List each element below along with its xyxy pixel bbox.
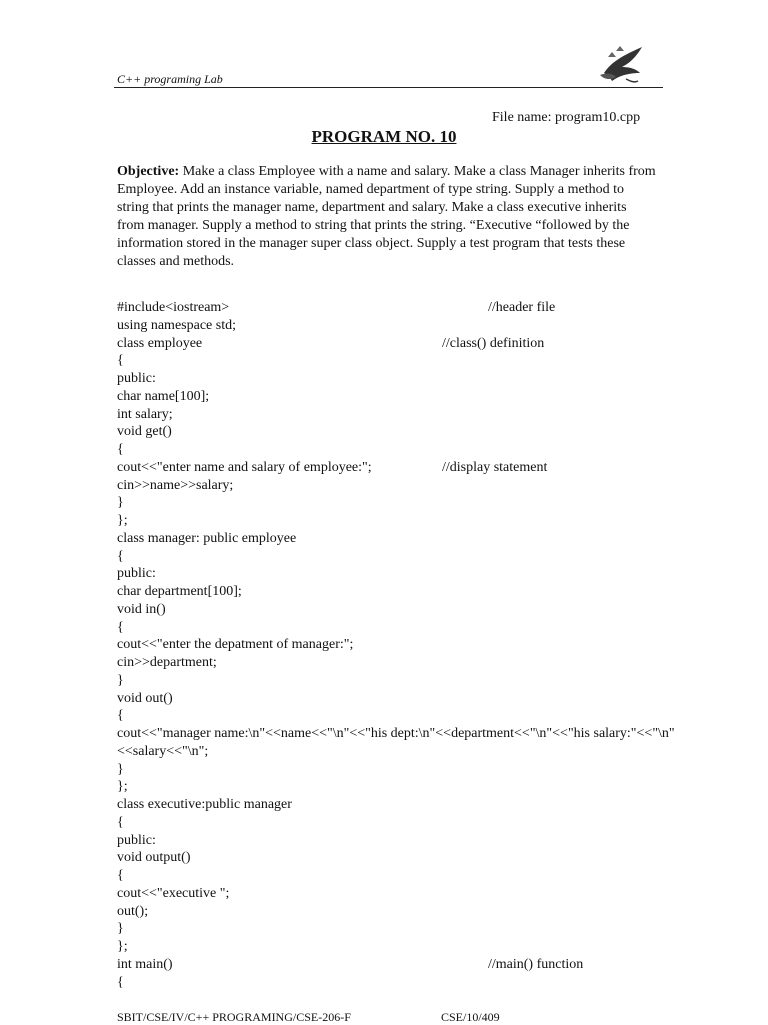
code-text: char name[100]; (117, 388, 210, 404)
code-text: class manager: public employee (117, 530, 297, 546)
code-text: { (117, 814, 124, 830)
code-line (117, 796, 677, 814)
footer-course-code: SBIT/CSE/IV/C++ PROGRAMING/CSE-206-F (117, 1010, 351, 1024)
code-line (117, 885, 677, 903)
code-line (117, 636, 677, 654)
code-line (117, 956, 677, 974)
code-line (117, 761, 677, 779)
code-text: { (117, 619, 124, 635)
code-line (117, 459, 677, 477)
code-line (117, 494, 677, 512)
code-line (117, 583, 677, 601)
code-line (117, 725, 677, 761)
code-line (117, 849, 677, 867)
code-line (117, 690, 677, 708)
code-line (117, 317, 677, 335)
code-line (117, 406, 677, 424)
code-line (117, 370, 677, 388)
code-line (117, 920, 677, 938)
objective-label: Objective: (117, 164, 180, 179)
code-text: out(); (117, 903, 149, 919)
code-text: public: (117, 566, 156, 582)
code-text: using namespace std; (117, 317, 236, 333)
code-text: char department[100]; (117, 584, 242, 599)
header-divider (114, 87, 663, 88)
code-text: { (117, 708, 124, 724)
code-text: { (117, 974, 124, 990)
code-text: public: (117, 832, 156, 848)
header-title: C++ programing Lab (117, 72, 223, 86)
code-line (117, 867, 677, 885)
code-text: cout<<"manager name:\n"<<name<<"\n"<<"his dept:\n"<<department<<"\n"<<"his salary:"<<"\n"<<salary<<"\n"; (117, 726, 675, 759)
code-line (117, 548, 677, 566)
code-text: class executive:public manager (117, 797, 292, 812)
code-text: } (117, 921, 124, 937)
code-text: void in() (117, 601, 166, 617)
code-line (117, 423, 677, 441)
code-line (117, 832, 677, 850)
code-text: { (117, 353, 124, 369)
program-title: PROGRAM NO. 10 (311, 127, 457, 146)
code-line (117, 974, 677, 992)
code-line (117, 672, 677, 690)
code-line (117, 814, 677, 832)
file-name: File name: program10.cpp (492, 110, 641, 125)
code-text: }; (117, 939, 128, 954)
code-text: #include<iostream> (117, 300, 230, 315)
code-text: int main() (117, 956, 173, 972)
code-text: { (117, 442, 124, 457)
code-text: }; (117, 779, 128, 795)
code-text: void get() (117, 424, 172, 440)
code-line (117, 335, 677, 353)
code-text: int salary; (117, 406, 173, 422)
code-text: cin>>name>>salary; (117, 477, 234, 493)
objective-paragraph (117, 163, 657, 271)
code-line (117, 619, 677, 637)
code-line (117, 565, 677, 583)
code-text: cout<<"enter name and salary of employee:"; (117, 459, 372, 475)
code-text: }; (117, 513, 128, 528)
code-line (117, 299, 677, 317)
code-text: cin>>department; (117, 655, 217, 670)
code-text: } (117, 495, 124, 511)
code-text: { (117, 868, 124, 883)
code-line (117, 512, 677, 530)
code-line (117, 601, 677, 619)
code-comment: //display statement (442, 459, 548, 475)
code-comment: //class() definition (442, 335, 545, 351)
institute-logo-icon (596, 43, 646, 87)
code-line (117, 530, 677, 548)
code-text: cout<<"enter the depatment of manager:"; (117, 637, 354, 653)
code-text: void output() (117, 850, 191, 866)
code-text: } (117, 761, 124, 777)
code-line (117, 938, 677, 956)
code-line (117, 778, 677, 796)
footer-page-code: CSE/10/409 (441, 1010, 500, 1024)
code-listing (117, 299, 677, 991)
code-line (117, 477, 677, 495)
code-text: public: (117, 371, 156, 386)
code-text: class employee (117, 335, 203, 351)
code-comment: //main() function (488, 956, 584, 972)
code-text: cout<<"executive "; (117, 885, 230, 901)
code-line (117, 903, 677, 921)
objective-text: Make a class Employee with a name and salary. Make a class Manager inherits from Employee. Add an instance variable, named department of type string. Supply a method to string that prints the manager name, department and salary. Make a class executive inherits from manager. Supply a method to string that prints the string. “Executive “followed by the information stored in the manager super class object. Supply a test program that tests these classes and methods. (117, 164, 656, 269)
code-text: { (117, 548, 124, 564)
code-line (117, 388, 677, 406)
code-text: } (117, 672, 124, 688)
code-line (117, 352, 677, 370)
code-text: void out() (117, 690, 173, 706)
code-line (117, 707, 677, 725)
code-line (117, 441, 677, 459)
code-line (117, 654, 677, 672)
code-comment: //header file (488, 300, 556, 315)
